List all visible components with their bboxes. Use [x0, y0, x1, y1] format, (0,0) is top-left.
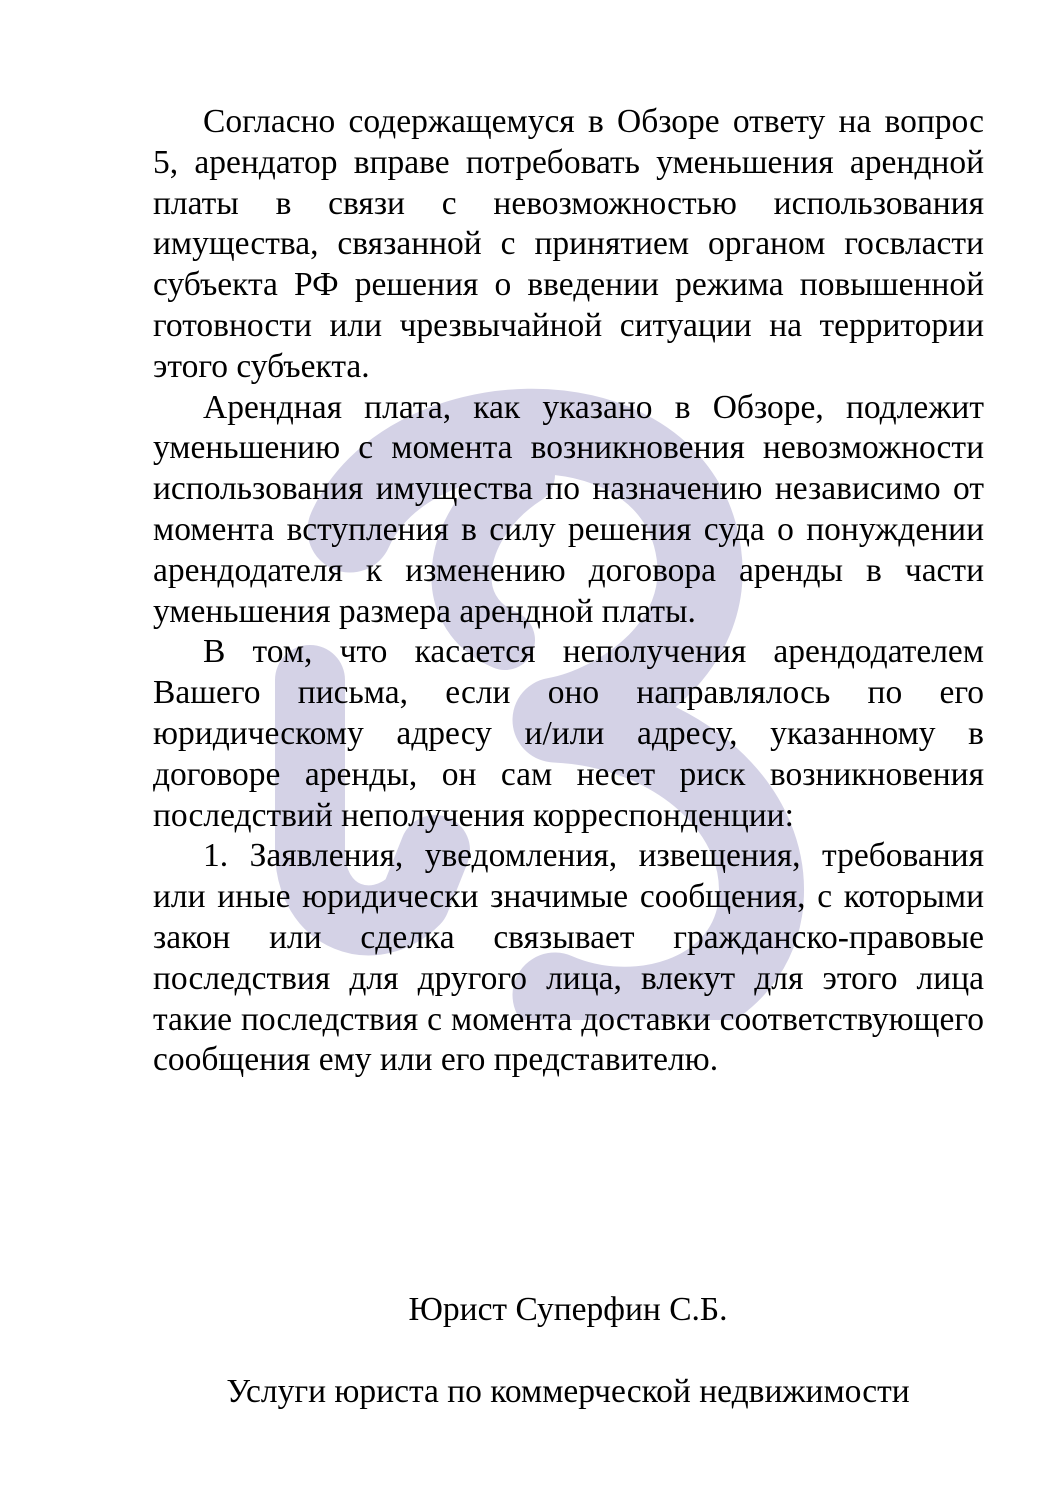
signature-service: Услуги юриста по коммерческой недвижимости — [226, 1373, 910, 1410]
paragraph-rent-reduction: Согласно содержащемуся в Обзоре ответу на вопрос 5, арендатор вправе потребовать уменьшения арендной платы в связи с невозможностью использования имущества, связанной с принятием органом госвласти субъекта РФ решения о введении режима повышенной готовности или чрезвычайной ситуации на территории этого субъекта. — [153, 103, 984, 385]
signature-name: Юрист Суперфин С.Б. — [408, 1291, 728, 1328]
paragraph-legal-quote: 1. Заявления, уведомления, извещения, требования или иные юридически значимые сообщения, с которыми закон или сделка связывает гражданско-правовые последствия для другого лица, влекут для этого лица такие последствия с момента доставки соответствующего сообщения ему или его представителю. — [153, 837, 984, 1079]
paragraph-non-receipt: В том, что касается неполучения арендодателем Вашего письма, если оно направлялось по его юридическому адресу и/или адресу, указанному в договоре аренды, он сам несет риск возникновения последствий неполучения корреспонденции: — [153, 633, 984, 834]
paragraph-reduction-moment: Арендная плата, как указано в Обзоре, подлежит уменьшению с момента возникновения невозможности использования имущества по назначению независимо от момента вступления в силу решения суда о понуждении арендодателя к изменению договора аренды в части уменьшения размера арендной платы. — [153, 388, 984, 630]
letter-body — [153, 102, 984, 1081]
